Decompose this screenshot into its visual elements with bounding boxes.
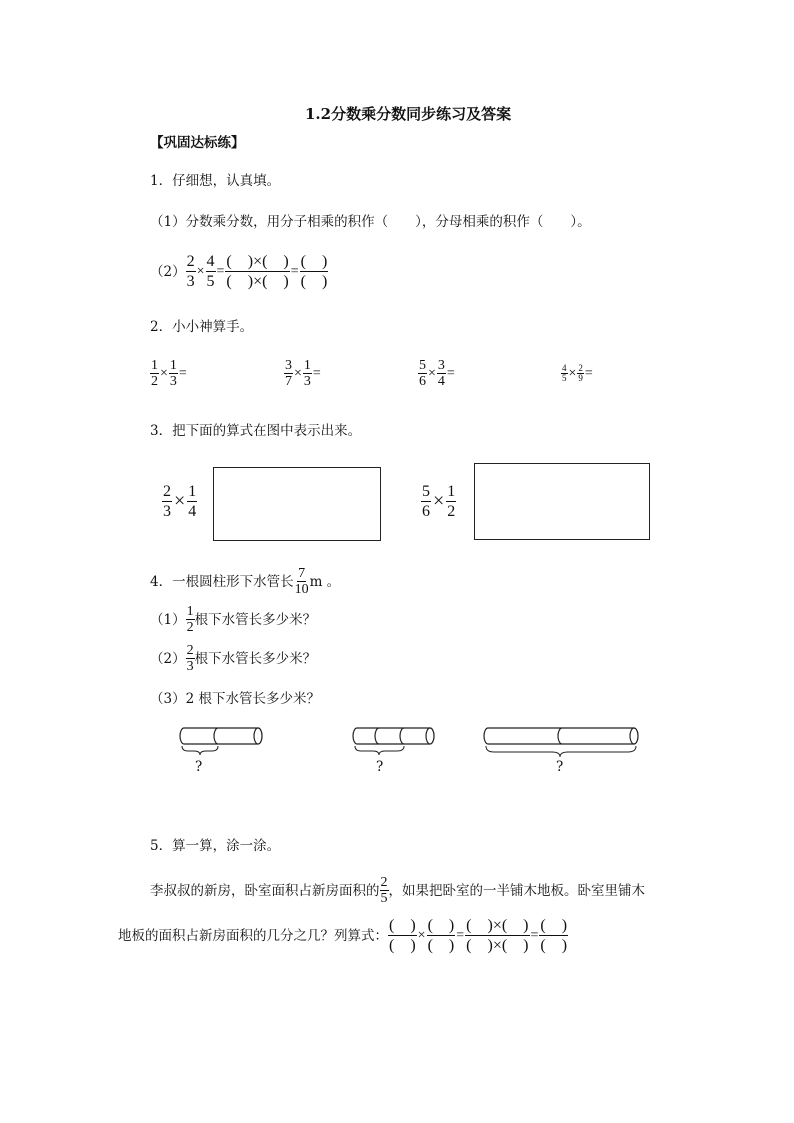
page-title: 1.2分数乘分数同步练习及答案 bbox=[305, 105, 512, 123]
q4-heading-text: 4．一根圆柱形下水管长 bbox=[150, 573, 294, 590]
brace bbox=[182, 746, 218, 755]
fraction: $\frac{2}{3}$ bbox=[186, 643, 194, 674]
pipe-diagram-1 bbox=[178, 726, 268, 776]
pipe-end bbox=[254, 728, 262, 744]
blank-fraction[interactable]: $\frac{( )\times( )}{( )\times( )}$ bbox=[226, 253, 289, 290]
section-heading: 【巩固达标练】 bbox=[150, 135, 245, 151]
q2-item bbox=[284, 358, 322, 389]
times-sign: × bbox=[196, 263, 205, 279]
equals-sign: = bbox=[216, 263, 225, 279]
q4-part bbox=[150, 690, 320, 708]
q2-item bbox=[418, 358, 456, 389]
q4-part-label: （3） bbox=[150, 691, 186, 707]
q4-part-label: （1） bbox=[150, 611, 186, 628]
fraction: $\frac{1}{2}$ bbox=[151, 358, 158, 389]
question-mark: ? bbox=[195, 759, 203, 775]
times-sign: × bbox=[294, 365, 302, 381]
equals-sign: = bbox=[312, 365, 321, 381]
fraction: $\frac{5}{6}$ bbox=[419, 358, 426, 389]
fraction: $\frac{1}{2}$ bbox=[447, 483, 456, 520]
fraction: $\frac{1}{4}$ bbox=[188, 483, 197, 520]
q5-heading: 5．算一算，涂一涂。 bbox=[150, 838, 281, 854]
q2-item bbox=[561, 364, 594, 383]
equals-sign: = bbox=[584, 365, 593, 381]
q4-part-label: （2） bbox=[150, 650, 186, 667]
q3-expression bbox=[421, 482, 456, 521]
q5-text: ，如果把卧室的一半铺木地板。卧室里铺木 bbox=[388, 882, 645, 899]
q1-part1: （1）分数乘分数，用分子相乘的积作（ ），分母相乘的积作（ ）。 bbox=[150, 214, 591, 230]
drawing-rectangle[interactable] bbox=[213, 467, 381, 541]
times-sign: × bbox=[174, 490, 186, 512]
fraction: $\frac{7}{10}$ bbox=[294, 566, 309, 597]
fraction: $\frac{3}{7}$ bbox=[285, 358, 292, 389]
blank-fraction[interactable]: $\frac{( )\times( )}{( )\times( )}$ bbox=[466, 917, 529, 954]
brace bbox=[355, 746, 404, 755]
fraction: $\frac{2}{3}$ bbox=[186, 253, 195, 290]
q4-part-text: 2 根下水管长多少米？ bbox=[185, 691, 320, 707]
pipe-body bbox=[353, 728, 434, 744]
fraction: $\frac{2}{5}$ bbox=[380, 875, 388, 906]
fraction: $\frac{3}{4}$ bbox=[437, 358, 445, 389]
fraction: $\frac{2}{3}$ bbox=[163, 483, 171, 520]
pipe-body bbox=[484, 728, 638, 744]
q5-text: 地板的面积占新房面积的几分之几？列算式： bbox=[118, 927, 388, 944]
q4-part bbox=[150, 604, 316, 635]
fraction: $\frac{1}{2}$ bbox=[186, 604, 194, 635]
times-sign: × bbox=[160, 365, 168, 381]
q4-part bbox=[150, 643, 316, 674]
times-sign: × bbox=[417, 927, 426, 943]
equals-sign: = bbox=[446, 365, 455, 381]
question-mark: ? bbox=[376, 759, 384, 775]
q3-expression bbox=[162, 482, 197, 521]
blank-fraction[interactable]: $\frac{( )}{( )}$ bbox=[540, 917, 568, 954]
q5-text: 李叔叔的新房，卧室面积占新房面积的 bbox=[150, 882, 380, 899]
q2-heading: 2．小小神算手。 bbox=[150, 319, 254, 335]
q4-heading bbox=[150, 566, 340, 597]
q5-line2 bbox=[118, 916, 568, 955]
pipe-end bbox=[426, 728, 434, 744]
pipe-body bbox=[180, 728, 262, 744]
fraction: $\frac{2}{9}$ bbox=[578, 363, 583, 383]
pipe-diagram-3 bbox=[482, 726, 647, 778]
question-mark: ? bbox=[556, 759, 564, 775]
q1-part2-label: （2） bbox=[150, 263, 186, 280]
pipe-diagram-2 bbox=[351, 726, 441, 776]
times-sign: × bbox=[568, 365, 577, 381]
fraction: $\frac{1}{3}$ bbox=[303, 358, 311, 389]
equals-sign: = bbox=[178, 365, 187, 381]
q1-part2 bbox=[150, 252, 328, 291]
brace bbox=[486, 746, 636, 757]
fraction: $\frac{5}{6}$ bbox=[422, 483, 430, 520]
q5-line1 bbox=[150, 875, 645, 906]
blank-fraction[interactable]: $\frac{( )}{( )}$ bbox=[300, 253, 328, 290]
equals-sign: = bbox=[456, 927, 465, 943]
fraction: $\frac{1}{3}$ bbox=[169, 358, 177, 389]
blank-fraction[interactable]: $\frac{( )}{( )}$ bbox=[389, 917, 416, 954]
drawing-rectangle[interactable] bbox=[474, 463, 650, 540]
q1-heading: 1．仔细想，认真填。 bbox=[150, 173, 281, 189]
fraction: $\frac{4}{5}$ bbox=[562, 363, 567, 383]
fraction: $\frac{4}{5}$ bbox=[206, 253, 215, 290]
blank-fraction[interactable]: $\frac{( )}{( )}$ bbox=[427, 917, 455, 954]
times-sign: × bbox=[433, 490, 445, 512]
equals-sign: = bbox=[530, 927, 539, 943]
times-sign: × bbox=[428, 365, 436, 381]
q4-heading-unit: m 。 bbox=[309, 573, 341, 590]
q4-part-text: 根下水管长多少米？ bbox=[194, 611, 317, 628]
q2-item bbox=[150, 358, 188, 389]
pipe-end bbox=[630, 728, 638, 744]
q3-heading: 3．把下面的算式在图中表示出来。 bbox=[150, 423, 362, 439]
q4-part-text: 根下水管长多少米？ bbox=[194, 650, 317, 667]
equals-sign: = bbox=[290, 263, 299, 279]
